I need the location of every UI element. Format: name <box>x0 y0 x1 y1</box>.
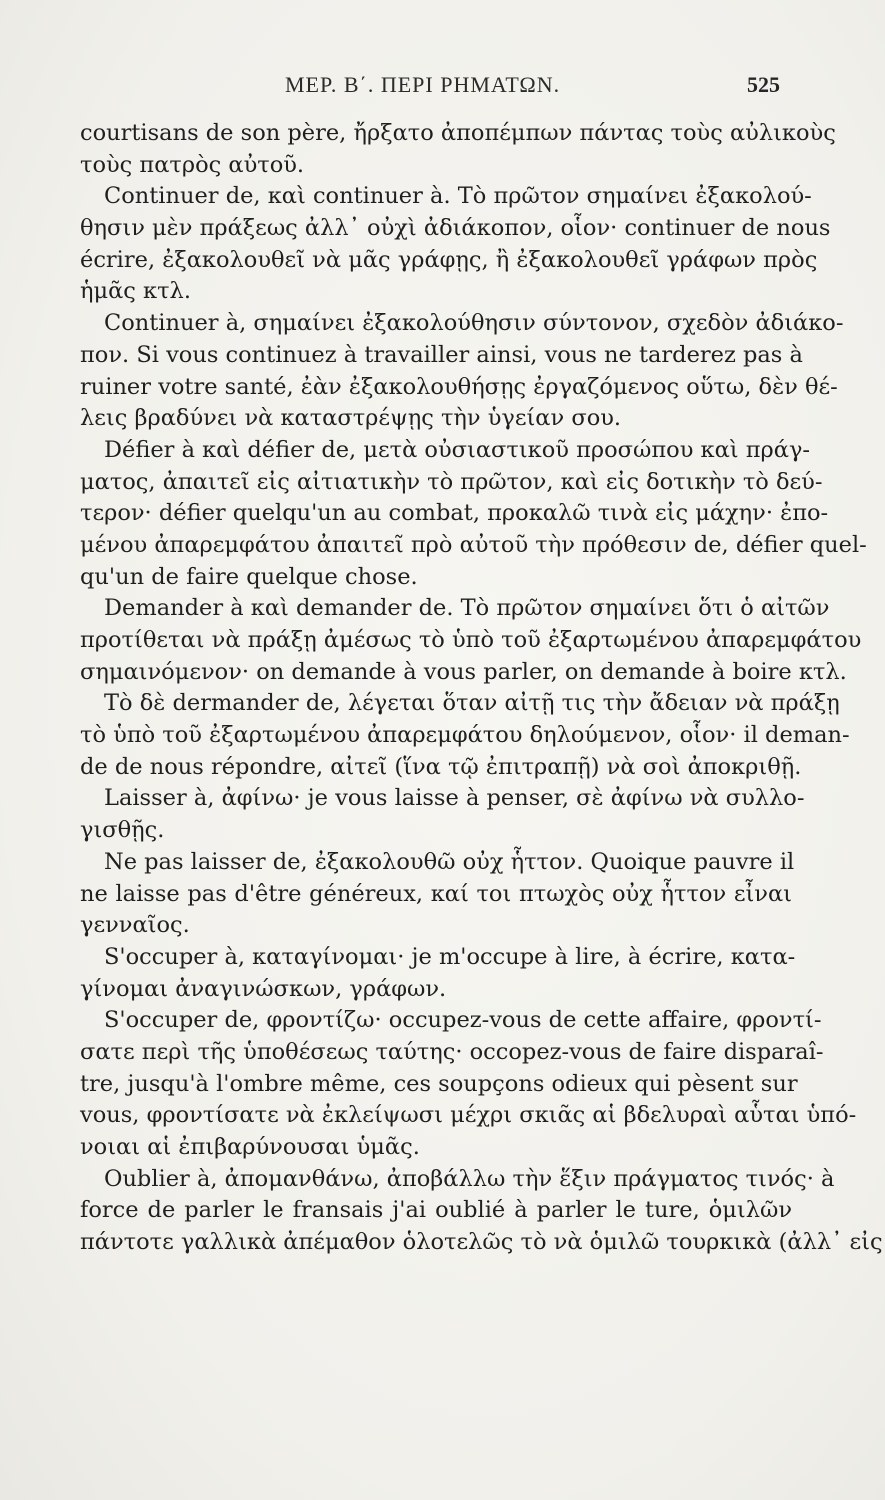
text-line: écrire, ἐξακολουθεῖ νὰ μᾶς γράφῃς, ἢ ἐξακολουθεῖ γράφων πρὸς <box>80 246 818 273</box>
text-line: ματος, ἀπαιτεῖ εἰς αἰτιατικὴν τὸ πρῶτον, καὶ εἰς δοτικὴν τὸ δεύ- <box>80 468 823 495</box>
page-header <box>80 72 780 112</box>
text-line: S'occuper à, καταγίνομαι· je m'occupe à lire, à écrire, κατα- <box>104 943 796 970</box>
text-line: Laisser à, ἀφίνω· je vous laisse à penser, σὲ ἀφίνω νὰ συλλο- <box>104 785 805 812</box>
text-line: qu'un de faire quelque chose. <box>80 563 418 590</box>
text-line: μένου ἀπαρεμφάτου ἀπαιτεῖ πρὸ αὐτοῦ τὴν πρόθεσιν de, défier quel- <box>80 531 867 558</box>
body-text <box>80 118 883 1259</box>
text-line: πον. Si vous continuez à travailler ainsi, vous ne tarderez pas à <box>80 341 803 368</box>
text-line: ruiner votre santé, ἐὰν ἐξακολουθήσῃς ἐργαζόμενος οὕτω, δὲν θέ- <box>80 373 838 400</box>
text-line: force de parler le fransais j'ai oublié à parler le ture, ὁμιλῶν <box>80 1197 792 1224</box>
text-line: θησιν μὲν πράξεως ἀλλ᾽ οὐχὶ ἀδιάκοπον, οἷον· continuer de nous <box>80 215 831 242</box>
text-line: ne laisse pas d'être généreux, καί τοι πτωχὸς οὐχ ἧττον εἶναι <box>80 880 792 907</box>
text-line: τερον· défier quelqu'un au combat, προκαλῶ τινὰ εἰς μάχην· ἐπο- <box>80 500 829 527</box>
text-line: τοὺς πατρὸς αὐτοῦ. <box>80 151 305 178</box>
text-line: S'occuper de, φροντίζω· occupez-vous de cette affaire, φροντί- <box>104 1007 822 1034</box>
text-line: γίνομαι ἀναγινώσκων, γράφων. <box>80 975 447 1002</box>
text-line: γενναῖος. <box>80 912 190 939</box>
page-number: 525 <box>747 72 780 97</box>
text-line: ἡμᾶς κτλ. <box>80 278 191 305</box>
text-line: Continuer de, καὶ continuer à. Τὸ πρῶτον σημαίνει ἐξακολού- <box>104 183 812 210</box>
text-line: tre, jusqu'à l'ombre même, ces soupçons odieux qui pèsent sur <box>80 1070 798 1097</box>
text-line: νοιαι αἱ ἐπιβαρύνουσαι ὑμᾶς. <box>80 1134 420 1160</box>
text-line: πάντοτε γαλλικὰ ἀπέμαθον ὁλοτελῶς τὸ νὰ ὁμιλῶ τουρκικὰ (ἀλλ᾽ εἰς <box>80 1229 883 1256</box>
text-line: τὸ ὑπὸ τοῦ ἐξαρτωμένου ἀπαρεμφάτου δηλούμενον, οἷον· il deman- <box>80 722 850 749</box>
text-line: Demander à καὶ demander de. Τὸ πρῶτον σημαίνει ὅτι ὁ αἰτῶν <box>104 595 830 622</box>
text-line: λεις βραδύνει νὰ καταστρέψῃς τὴν ὑγείαν σου. <box>80 405 622 432</box>
text-line: de de nous répondre, αἰτεῖ (ἵνα τῷ ἐπιτραπῇ) νὰ σοὶ ἀποκριθῇ. <box>80 753 802 780</box>
text-line: courtisans de son père, ἤρξατο ἀποπέμπων πάντας τοὺς αὐλικοὺς <box>80 120 836 146</box>
text-line: γισθῇς. <box>80 817 165 844</box>
text-line: Continuer à, σημαίνει ἐξακολούθησιν σύντονον, σχεδὸν ἀδιάκο- <box>104 310 844 337</box>
text-line: Oublier à, ἀπομανθάνω, ἀποβάλλω τὴν ἕξιν πράγματος τινός· à <box>104 1165 835 1192</box>
text-line: Ne pas laisser de, ἐξακολουθῶ οὐχ ἧττον. Quoique pauvre il <box>104 848 795 875</box>
text-line: προτίθεται νὰ πράξῃ ἀμέσως τὸ ὑπὸ τοῦ ἐξαρτωμένου ἀπαρεμφάτου <box>80 627 862 653</box>
text-line: vous, φροντίσατε νὰ ἐκλείψωσι μέχρι σκιᾶς αἱ βδελυραὶ αὗται ὑπό- <box>80 1102 857 1129</box>
text-line: Τὸ δὲ dermander de, λέγεται ὅταν αἰτῇ τις τὴν ἄδειαν νὰ πράξῃ <box>104 690 840 717</box>
text-line: Défier à καὶ défier de, μετὰ οὐσιαστικοῦ προσώπου καὶ πράγ- <box>104 436 811 463</box>
text-line: σημαινόμενον· on demande à vous parler, on demande à boire κτλ. <box>80 658 847 685</box>
text-line: σατε περὶ τῆς ὑποθέσεως ταύτης· occopez-vous de faire disparaî- <box>80 1038 824 1065</box>
running-title: ΜΕΡ. Β΄. ΠΕΡΙ ΡΗΜΑΤΩΝ. <box>285 72 561 97</box>
